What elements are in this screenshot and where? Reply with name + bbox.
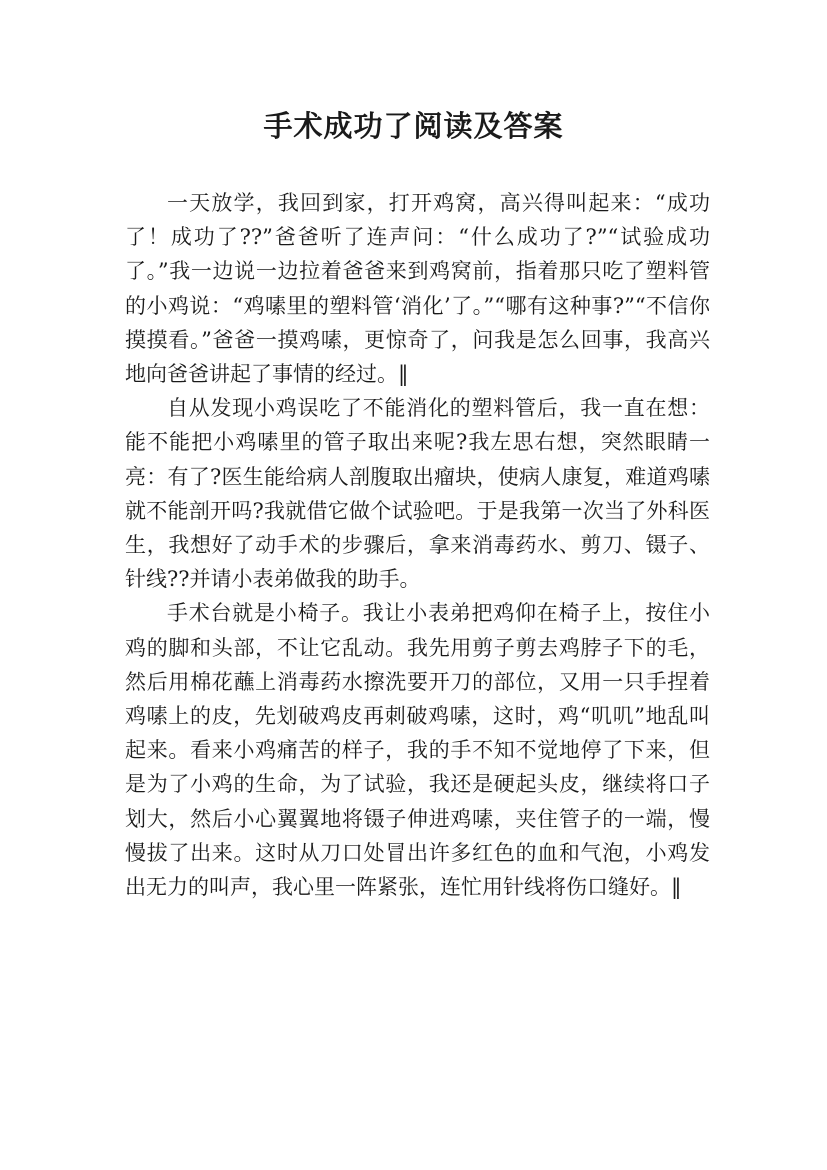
paragraph-2: 自从发现小鸡误吃了不能消化的塑料管后，我一直在想：能不能把小鸡嗉里的管子取出来呢?我左思右想，突然眼睛一亮：有了?医生能给病人剖腹取出瘤块，使病人康复，难道鸡嗉就不能剖开吗?我就借它做个试验吧。于是我第一次当了外科医生，我想好了动手术的步骤后，拿来消毒药水、剪刀、镊子、针线??并请小表弟做我的助手。 <box>125 396 710 592</box>
paragraph-3: 手术台就是小椅子。我让小表弟把鸡仰在椅子上，按住小鸡的脚和头部，不让它乱动。我先用剪子剪去鸡脖子下的毛，然后用棉花蘸上消毒药水擦洗要开刀的部位，又用一只手捏着鸡嗉上的皮，先划破鸡皮再刺破鸡嗉，这时，鸡“叽叽”地乱叫起来。看来小鸡痛苦的样子，我的手不知不觉地停了下来，但是为了小鸡的生命，为了试验，我还是硬起头皮，继续将口子划大，然后小心翼翼地将镊子伸进鸡嗉，夹住管子的一端，慢慢拔了出来。这时从刀口处冒出许多红色的血和气泡，小鸡发出无力的叫声，我心里一阵紧张，连忙用针线将伤口缝好。‖ <box>125 601 710 900</box>
document-title: 手术成功了阅读及答案 <box>263 109 564 143</box>
paragraph-1: 一天放学，我回到家，打开鸡窝，高兴得叫起来：“成功了！成功了??”爸爸听了连声问：“什么成功了?”“试验成功了。”我一边说一边拉着爸爸来到鸡窝前，指着那只吃了塑料管的小鸡说：“鸡嗉里的塑料管‘消化’了。”“哪有这种事?”“不信你摸摸看。”爸爸一摸鸡嗉，更惊奇了，问我是怎么回事，我高兴地向爸爸讲起了事情的经过。‖ <box>125 191 710 387</box>
document-body <box>125 186 710 904</box>
